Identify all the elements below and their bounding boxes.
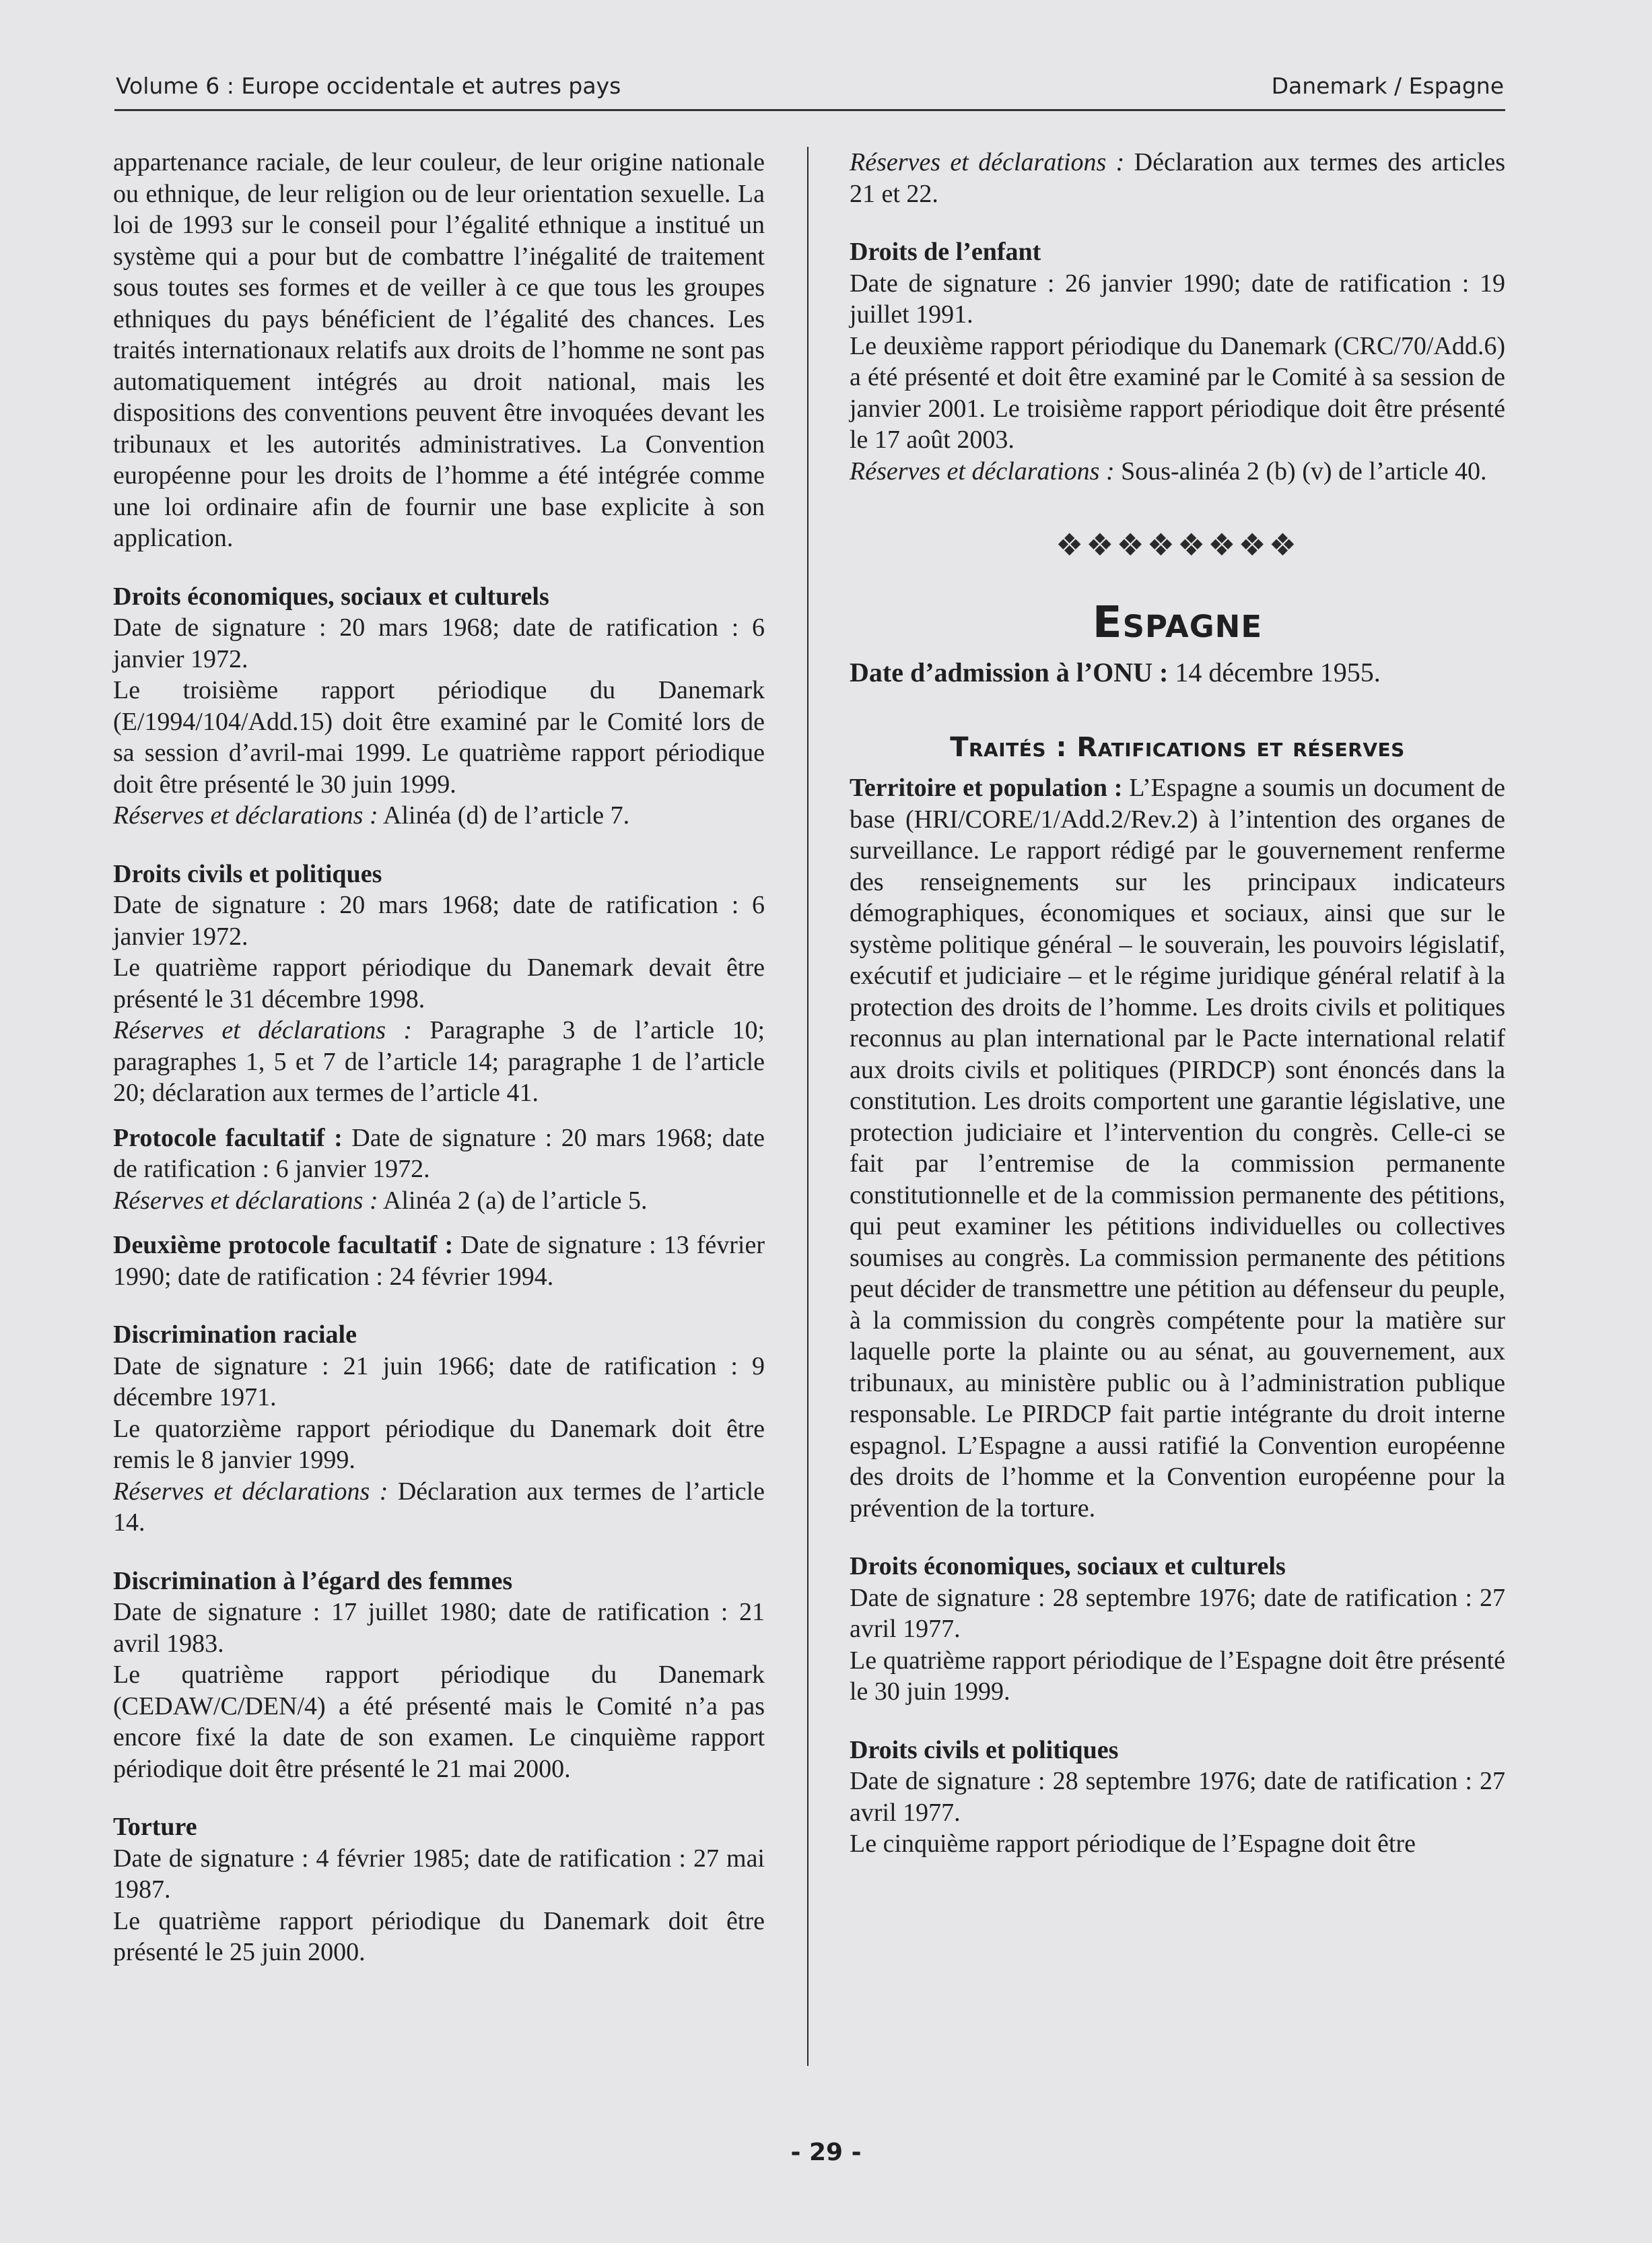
reserves-label: Réserves et déclarations : — [850, 148, 1125, 176]
admission-date: 14 décembre 1955. — [1168, 657, 1381, 688]
section-optional-protocol — [113, 1123, 765, 1217]
column-divider — [807, 147, 808, 2066]
territory-label: Territoire et population : — [850, 774, 1123, 802]
ratification-dates: Date de signature : 28 septembre 1976; date de ratification : 27 avril 1977. — [850, 1767, 1505, 1827]
country-title: Espagne — [1092, 597, 1263, 648]
ratification-dates: Date de signature : 28 septembre 1976; date de ratification : 27 avril 1977. — [850, 1583, 1505, 1643]
right-column — [850, 147, 1505, 1860]
reserves-line — [113, 800, 765, 832]
report-status: Le quatrième rapport périodique de l’Espagne doit être présenté le 30 juin 1999. — [850, 1646, 1505, 1706]
section-second-optional-protocol — [113, 1230, 765, 1292]
header-volume-title: Volume 6 : Europe occidentale et autres pays — [116, 73, 621, 99]
section-cerd-denmark — [113, 1319, 765, 1539]
reserves-text: Paragraphe 3 de l’article 10; paragraphes 1, 5 et 7 de l’article 14; paragraphe 1 de l’article 20; déclaration aux termes de l’article 41. — [113, 1016, 765, 1107]
territory-text: L’Espagne a soumis un document de base (HRI/CORE/1/Add.2/Rev.2) à l’intention des organes de surveillance. Le rapport rédigé par le gouvernement renferme des renseignements sur les principaux indicateurs démographiques, économiques et sociaux, ainsi que sur le système politique général – le souverain, les pouvoirs législatif, exécutif et judiciaire – et le régime juridique général relatif à la protection des droits de l’homme. Les droits civils et politiques reconnus au plan international par le Pacte international relatif aux droits civils et politiques (PIRDCP) sont énoncés dans la constitution. Les droits comportent une garantie législative, une protection judiciaire et l’intervention du congrès. Celle-ci se fait par l’entremise de la commission permanente constitutionnelle et de la commission permanente des pétitions, qui peut examiner les pétitions individuelles ou collectives soumises au congrès. La commission permanente des pétitions peut décider de transmettre une pétition au défenseur du peuple, à la commission du congrès compétente pour la matière sur laquelle porte la plainte ou au sénat, au gouvernement, aux tribunaux, au ministère public ou à l’administration publique responsable. Le PIRDCP fait partie intégrante du droit interne espagnol. L’Espagne a aussi ratifié la Convention européenne des droits de l’homme et la Convention européenne pour la prévention de la torture. — [850, 774, 1505, 1522]
reserves-line — [850, 147, 1505, 209]
reserves-text: Alinéa 2 (a) de l’article 5. — [378, 1186, 648, 1215]
reserves-label: Réserves et déclarations : — [850, 457, 1115, 486]
section-ccpr-spain — [850, 1735, 1505, 1860]
ratification-dates: Date de signature : 21 juin 1966; date de ratification : 9 décembre 1971. — [113, 1351, 765, 1411]
left-column — [113, 147, 765, 1968]
ornament-divider: ❖❖❖❖❖❖❖❖ — [1056, 528, 1299, 562]
reserves-text: Sous-alinéa 2 (b) (v) de l’article 40. — [1114, 457, 1487, 486]
section-title: Discrimination à l’égard des femmes — [113, 1566, 513, 1595]
report-status: Le quatrième rapport périodique du Danemark doit être présenté le 25 juin 2000. — [113, 1906, 765, 1966]
section-escr-spain — [850, 1551, 1505, 1708]
section-title: Protocole facultatif : — [113, 1123, 343, 1152]
section-crc-denmark — [850, 236, 1505, 487]
report-status: Le cinquième rapport périodique de l’Espagne doit être — [850, 1830, 1416, 1858]
report-status: Le quatrième rapport périodique du Danemark (CEDAW/C/DEN/4) a été présenté mais le Comité n’a pas encore fixé la date de son examen. Le cinquième rapport périodique doit être présenté le 21 mai 2000. — [113, 1661, 765, 1783]
reserves-text: Alinéa (d) de l’article 7. — [378, 801, 630, 830]
reserves-line — [113, 1476, 765, 1539]
section-title: Droits civils et politiques — [113, 859, 382, 888]
ratification-dates: Date de signature : 20 mars 1968; date de ratification : 6 janvier 1972. — [113, 613, 765, 673]
second-protocol-line — [113, 1230, 765, 1292]
ratification-dates: Date de signature : 17 juillet 1980; date de ratification : 21 avril 1983. — [113, 1598, 765, 1658]
section-title: Deuxième protocole facultatif : — [113, 1231, 454, 1259]
reserves-text: Déclaration aux termes de l’article 14. — [113, 1477, 765, 1537]
header-countries: Danemark / Espagne — [1271, 73, 1504, 99]
reserves-line — [113, 1185, 765, 1217]
running-header — [114, 67, 1505, 111]
reserves-text: Déclaration aux termes des articles 21 et 22. — [850, 148, 1505, 208]
section-title: Droits civils et politiques — [850, 1735, 1119, 1764]
admission-label: Date d’admission à l’ONU : — [850, 657, 1169, 688]
section-title: Torture — [113, 1813, 197, 1841]
ratification-dates: Date de signature : 20 mars 1968; date de ratification : 6 janvier 1972. — [113, 891, 765, 951]
section-title: Droits économiques, sociaux et culturels — [113, 582, 549, 611]
report-status: Le quatrième rapport périodique du Danemark devait être présenté le 31 décembre 1998. — [113, 953, 765, 1013]
reserves-label: Réserves et déclarations : — [113, 801, 378, 830]
reserves-label: Réserves et déclarations : — [113, 1477, 388, 1506]
section-cedaw-denmark — [113, 1566, 765, 1785]
reserves-label: Réserves et déclarations : — [113, 1016, 413, 1044]
reserves-line — [850, 456, 1505, 488]
section-ccpr-denmark — [113, 859, 765, 1109]
treaties-section-title: Traités : Ratifications et réserves — [950, 731, 1405, 763]
ratification-dates: Date de signature : 13 février 1990; date de ratification : 24 février 1994. — [113, 1231, 765, 1291]
reserves-line — [113, 1015, 765, 1109]
section-escr-denmark — [113, 581, 765, 832]
section-torture-denmark — [113, 1811, 765, 1968]
territory-paragraph — [850, 772, 1505, 1524]
optional-protocol-line — [113, 1123, 765, 1185]
reserves-label: Réserves et déclarations : — [113, 1186, 378, 1215]
ratification-dates: Date de signature : 26 janvier 1990; date de ratification : 19 juillet 1991. — [850, 269, 1505, 329]
section-title: Discrimination raciale — [113, 1320, 357, 1349]
ratification-dates: Date de signature : 4 février 1985; date de ratification : 27 mai 1987. — [113, 1844, 765, 1904]
ratification-dates: Date de signature : 20 mars 1968; date de ratification : 6 janvier 1972. — [113, 1123, 765, 1183]
report-status: Le quatorzième rapport périodique du Danemark doit être remis le 8 janvier 1999. — [113, 1414, 765, 1474]
section-title: Droits économiques, sociaux et culturels — [850, 1552, 1286, 1580]
section-title: Droits de l’enfant — [850, 238, 1041, 266]
admission-line — [850, 657, 1505, 689]
page-number: - 29 - — [790, 2139, 862, 2166]
report-status: Le troisième rapport périodique du Danemark (E/1994/104/Add.15) doit être examiné par le Comité lors de sa session d’avril-mai 1999. Le quatrième rapport périodique doit être présenté le 30 juin 1999. — [113, 676, 765, 799]
intro-paragraph: appartenance raciale, de leur couleur, de leur origine nationale ou ethnique, de leur religion ou de leur orientation sexuelle. La loi de 1993 sur le conseil pour l’égalité ethnique a institué un système qui a pour but de combattre l’inégalité de traitement sous toutes ses formes et de veiller à ce que tous les groupes ethniques du pays bénéficient de l’égalité des chances. Les traités internationaux relatifs aux droits de l’homme ne sont pas automatiquement intégrés au droit national, mais les dispositions des conventions peuvent être invoquées devant les tribunaux et les autorités administratives. La Convention européenne pour les droits de l’homme a été intégrée comme une loi ordinaire afin de fournir une base explicite à son application. — [113, 148, 765, 552]
report-status: Le deuxième rapport périodique du Danemark (CRC/70/Add.6) a été présenté et doit être examiné par le Comité à sa session de janvier 2001. Le troisième rapport périodique doit être présenté le 17 août 2003. — [850, 331, 1505, 454]
